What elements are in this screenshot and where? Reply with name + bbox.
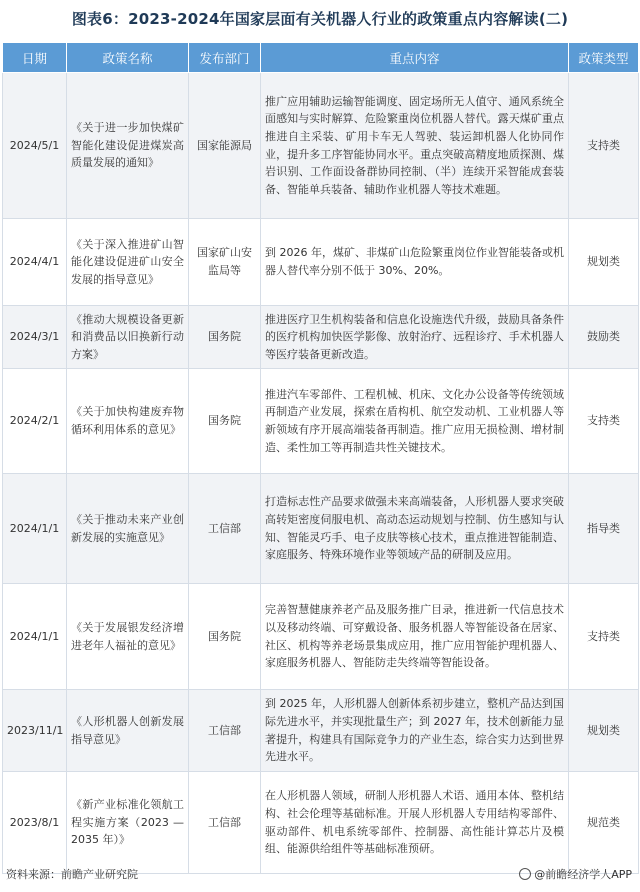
row-policy-name: 《关于进一步加快煤矿智能化建设促进煤炭高质量发展的通知》 [67,73,189,219]
row-policy-name: 《人形机器人创新发展指导意见》 [67,690,189,772]
table-row [3,474,639,584]
row-key-content: 推进医疗卫生机构装备和信息化设施迭代升级，鼓励具备条件的医疗机构加快医学影像、放射治疗、远程诊疗、手术机器人等医疗装备更新改造。 [261,306,569,369]
table-row [3,369,639,474]
header-policy-name: 政策名称 [67,43,189,73]
source-note: 资料来源：前瞻产业研究院 [6,868,138,881]
row-date: 2024/3/1 [3,306,67,369]
row-date: 2024/2/1 [3,369,67,474]
table-header-row [3,43,639,73]
row-policy-type: 规范类 [569,772,639,874]
row-department: 工信部 [189,690,261,772]
brand-credit [519,866,632,882]
row-department: 国家矿山安监局等 [189,219,261,306]
row-department: 国务院 [189,369,261,474]
row-department: 工信部 [189,772,261,874]
row-policy-name: 《推动大规模设备更新和消费品以旧换新行动方案》 [67,306,189,369]
policy-table [2,42,639,874]
header-policy-type: 政策类型 [569,43,639,73]
row-date: 2024/1/1 [3,584,67,690]
row-policy-type: 支持类 [569,73,639,219]
row-policy-type: 支持类 [569,369,639,474]
row-date: 2023/8/1 [3,772,67,874]
brand-logo-icon [519,868,531,880]
row-date: 2024/1/1 [3,474,67,584]
row-policy-name: 《关于推动未来产业创新发展的实施意见》 [67,474,189,584]
row-date: 2023/11/1 [3,690,67,772]
row-department: 国务院 [189,306,261,369]
row-date: 2024/4/1 [3,219,67,306]
row-key-content: 到 2025 年，人形机器人创新体系初步建立，整机产品达到国际先进水平，并实现批量生产；到 2027 年，技术创新能力显著提升，构建具有国际竞争力的产业生态，综合实力达到世界先进水平。 [261,690,569,772]
row-key-content: 到 2026 年，煤矿、非煤矿山危险繁重岗位作业智能装备或机器人替代率分别不低于 30%、20%。 [261,219,569,306]
row-policy-type: 规划类 [569,690,639,772]
row-policy-type: 支持类 [569,584,639,690]
table-row [3,73,639,219]
row-policy-type: 鼓励类 [569,306,639,369]
row-date: 2024/5/1 [3,73,67,219]
table-row [3,690,639,772]
row-department: 工信部 [189,474,261,584]
row-policy-type: 规划类 [569,219,639,306]
brand-label: @前瞻经济学人APP [534,868,632,881]
row-policy-name: 《关于发展银发经济增进老年人福祉的意见》 [67,584,189,690]
row-policy-name: 《新产业标准化领航工程实施方案（2023 — 2035 年）》 [67,772,189,874]
row-department: 国家能源局 [189,73,261,219]
header-date: 日期 [3,43,67,73]
row-department: 国务院 [189,584,261,690]
row-policy-name: 《关于深入推进矿山智能化建设促进矿山安全发展的指导意见》 [67,219,189,306]
header-department: 发布部门 [189,43,261,73]
row-key-content: 在人形机器人领域，研制人形机器人术语、通用本体、整机结构、社会伦理等基础标准。开展人形机器人专用结构零部件、驱动部件、机电系统零部件、控制器、高性能计算芯片及模组、能源供给组件等基础标准预研。 [261,772,569,874]
header-key-content: 重点内容 [261,43,569,73]
page-title: 图表6：2023-2024年国家层面有关机器人行业的政策重点内容解读(二) [71,10,569,28]
table-row [3,219,639,306]
table-row [3,584,639,690]
row-key-content: 完善智慧健康养老产品及服务推广目录，推进新一代信息技术以及移动终端、可穿戴设备、服务机器人等智能设备在居家、社区、机构等养老场景集成应用，推广应用智能护理机器人、家庭服务机器人、智能防走失终端等智能设备。 [261,584,569,690]
row-key-content: 推广应用辅助运输智能调度、固定场所无人值守、通风系统全面感知与实时解算、危险繁重岗位机器人替代。露天煤矿重点推进自主采装、矿用卡车无人驾驶、装运卸机器人化协同作业，提升多工序智能协同水平。重点突破高精度地质探测、煤岩识别、工作面设备群协同控制、（半）连续开采智能成套装备、智能单兵装备、辅助作业机器人等技术难题。 [261,73,569,219]
row-policy-type: 指导类 [569,474,639,584]
table-row [3,772,639,874]
row-key-content: 推进汽车零部件、工程机械、机床、文化办公设备等传统领域再制造产业发展，探索在盾构机、航空发动机、工业机器人等新领域有序开展高端装备再制造。推广应用无损检测、增材制造、柔性加工等再制造共性关键技术。 [261,369,569,474]
row-key-content: 打造标志性产品要求做强未来高端装备，人形机器人要求突破高转矩密度伺服电机、高动态运动规划与控制、仿生感知与认知、智能灵巧手、电子皮肤等核心技术，重点推进智能制造、家庭服务、特殊环境作业等领域产品的研制及应用。 [261,474,569,584]
row-policy-name: 《关于加快构建废弃物循环利用体系的意见》 [67,369,189,474]
table-row [3,306,639,369]
